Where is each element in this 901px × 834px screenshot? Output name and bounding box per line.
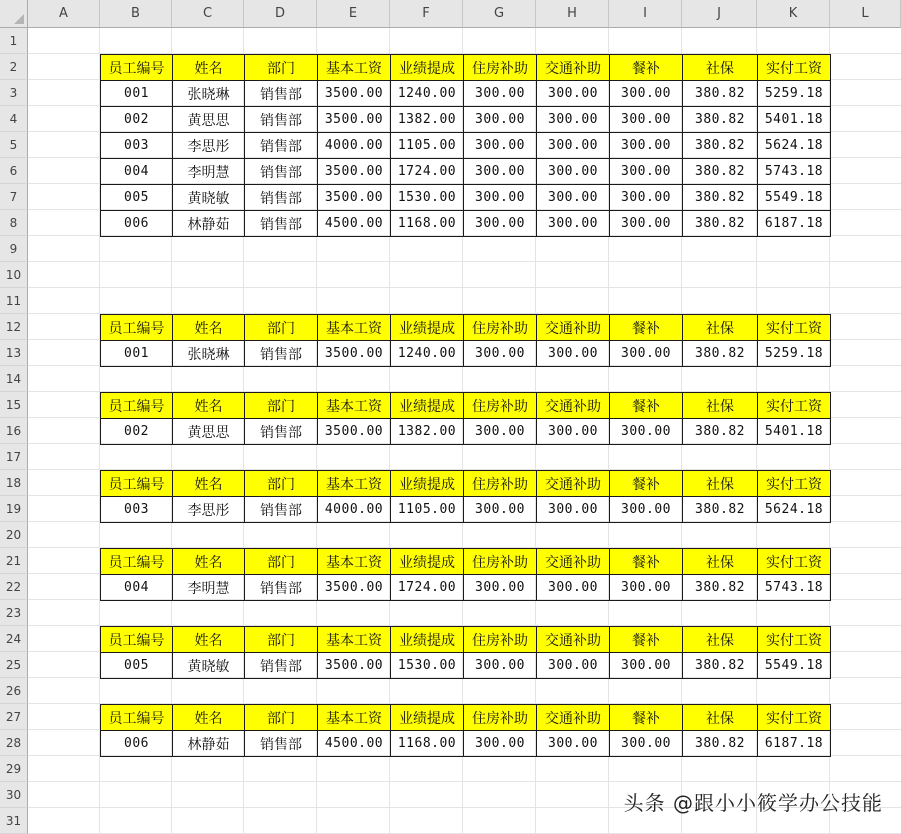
data-cell[interactable]: 300.00 [536, 106, 610, 133]
data-cell[interactable]: 5549.18 [757, 652, 831, 679]
data-cell[interactable]: 1168.00 [390, 210, 464, 237]
data-cell[interactable]: 1530.00 [390, 184, 464, 211]
data-cell[interactable]: 黄晓敏 [172, 184, 245, 211]
row-header-19[interactable]: 19 [0, 496, 28, 522]
gridline-horizontal [28, 287, 901, 288]
row-header-4[interactable]: 4 [0, 106, 28, 132]
header-cell[interactable]: 社保 [682, 704, 758, 731]
data-cell[interactable]: 1105.00 [390, 132, 464, 159]
data-cell[interactable]: 300.00 [463, 80, 537, 107]
data-cell[interactable]: 5259.18 [757, 340, 831, 367]
header-cell[interactable]: 交通补助 [536, 54, 610, 81]
row-header-30[interactable]: 30 [0, 782, 28, 808]
header-cell[interactable]: 实付工资 [757, 392, 831, 419]
header-cell[interactable]: 餐补 [609, 704, 683, 731]
header-cell[interactable]: 餐补 [609, 470, 683, 497]
data-cell[interactable]: 1724.00 [390, 574, 464, 601]
header-cell[interactable]: 姓名 [172, 54, 245, 81]
header-cell[interactable]: 餐补 [609, 392, 683, 419]
header-cell[interactable]: 住房补助 [463, 704, 537, 731]
row-header-3[interactable]: 3 [0, 80, 28, 106]
data-cell[interactable]: 006 [100, 730, 173, 757]
header-cell[interactable]: 员工编号 [100, 626, 173, 653]
data-cell[interactable]: 300.00 [609, 496, 683, 523]
data-cell[interactable]: 001 [100, 340, 173, 367]
row-header-26[interactable]: 26 [0, 678, 28, 704]
data-cell[interactable]: 5549.18 [757, 184, 831, 211]
header-cell[interactable]: 业绩提成 [390, 392, 464, 419]
header-cell[interactable]: 住房补助 [463, 392, 537, 419]
header-cell[interactable]: 部门 [244, 392, 318, 419]
data-cell[interactable]: 380.82 [682, 418, 758, 445]
row-header-10[interactable]: 10 [0, 262, 28, 288]
data-cell[interactable]: 6187.18 [757, 210, 831, 237]
header-cell[interactable]: 住房补助 [463, 470, 537, 497]
header-cell[interactable]: 社保 [682, 392, 758, 419]
data-cell[interactable]: 5743.18 [757, 574, 831, 601]
header-cell[interactable]: 部门 [244, 470, 318, 497]
data-cell[interactable]: 李思彤 [172, 496, 245, 523]
data-cell[interactable]: 5401.18 [757, 418, 831, 445]
data-cell[interactable]: 300.00 [609, 730, 683, 757]
data-cell[interactable]: 002 [100, 418, 173, 445]
header-cell[interactable]: 员工编号 [100, 470, 173, 497]
data-cell[interactable]: 380.82 [682, 158, 758, 185]
header-cell[interactable]: 餐补 [609, 548, 683, 575]
header-cell[interactable]: 部门 [244, 314, 318, 341]
header-cell[interactable]: 业绩提成 [390, 470, 464, 497]
gridline-horizontal [28, 261, 901, 262]
data-cell[interactable]: 005 [100, 184, 173, 211]
header-cell[interactable]: 员工编号 [100, 54, 173, 81]
data-cell[interactable]: 销售部 [244, 80, 318, 107]
row-header-28[interactable]: 28 [0, 730, 28, 756]
header-cell[interactable]: 姓名 [172, 470, 245, 497]
header-cell[interactable]: 社保 [682, 54, 758, 81]
column-header-d[interactable]: D [244, 0, 317, 28]
row-header-5[interactable]: 5 [0, 132, 28, 158]
data-cell[interactable]: 李明慧 [172, 158, 245, 185]
header-cell[interactable]: 基本工资 [317, 392, 391, 419]
header-cell[interactable]: 交通补助 [536, 314, 610, 341]
data-cell[interactable]: 300.00 [609, 184, 683, 211]
data-cell[interactable]: 003 [100, 496, 173, 523]
column-header-h[interactable]: H [536, 0, 609, 28]
row-header-18[interactable]: 18 [0, 470, 28, 496]
header-cell[interactable]: 实付工资 [757, 314, 831, 341]
row-header-25[interactable]: 25 [0, 652, 28, 678]
data-cell[interactable]: 黄晓敏 [172, 652, 245, 679]
header-cell[interactable]: 交通补助 [536, 704, 610, 731]
data-cell[interactable]: 300.00 [609, 652, 683, 679]
header-cell[interactable]: 部门 [244, 704, 318, 731]
data-cell[interactable]: 销售部 [244, 132, 318, 159]
header-cell[interactable]: 社保 [682, 470, 758, 497]
header-cell[interactable]: 住房补助 [463, 314, 537, 341]
data-cell[interactable]: 5743.18 [757, 158, 831, 185]
header-cell[interactable]: 交通补助 [536, 392, 610, 419]
data-cell[interactable]: 380.82 [682, 574, 758, 601]
row-header-2[interactable]: 2 [0, 54, 28, 80]
row-header-21[interactable]: 21 [0, 548, 28, 574]
column-header-b[interactable]: B [100, 0, 172, 28]
header-cell[interactable]: 实付工资 [757, 704, 831, 731]
data-cell[interactable]: 001 [100, 80, 173, 107]
data-cell[interactable]: 1530.00 [390, 652, 464, 679]
data-cell[interactable]: 300.00 [609, 158, 683, 185]
data-cell[interactable]: 380.82 [682, 80, 758, 107]
column-header-e[interactable]: E [317, 0, 390, 28]
row-header-22[interactable]: 22 [0, 574, 28, 600]
data-cell[interactable]: 黄思思 [172, 106, 245, 133]
data-cell[interactable]: 300.00 [463, 418, 537, 445]
data-cell[interactable]: 300.00 [609, 210, 683, 237]
data-cell[interactable]: 300.00 [463, 184, 537, 211]
row-header-20[interactable]: 20 [0, 522, 28, 548]
data-cell[interactable]: 销售部 [244, 340, 318, 367]
data-cell[interactable]: 林静茹 [172, 210, 245, 237]
data-cell[interactable]: 380.82 [682, 106, 758, 133]
data-cell[interactable]: 300.00 [536, 210, 610, 237]
data-cell[interactable]: 300.00 [609, 132, 683, 159]
header-cell[interactable]: 交通补助 [536, 548, 610, 575]
data-cell[interactable]: 张晓琳 [172, 80, 245, 107]
row-header-23[interactable]: 23 [0, 600, 28, 626]
header-cell[interactable]: 实付工资 [757, 54, 831, 81]
header-cell[interactable]: 餐补 [609, 626, 683, 653]
data-cell[interactable]: 5259.18 [757, 80, 831, 107]
data-cell[interactable]: 1105.00 [390, 496, 464, 523]
data-cell[interactable]: 006 [100, 210, 173, 237]
header-cell[interactable]: 业绩提成 [390, 704, 464, 731]
data-cell[interactable]: 380.82 [682, 210, 758, 237]
data-cell[interactable]: 380.82 [682, 184, 758, 211]
gridline-horizontal [28, 781, 901, 782]
column-header-g[interactable]: G [463, 0, 536, 28]
data-cell[interactable]: 3500.00 [317, 340, 391, 367]
header-cell[interactable]: 住房补助 [463, 54, 537, 81]
data-cell[interactable]: 销售部 [244, 210, 318, 237]
row-header-12[interactable]: 12 [0, 314, 28, 340]
data-cell[interactable]: 销售部 [244, 574, 318, 601]
header-cell[interactable]: 姓名 [172, 626, 245, 653]
data-cell[interactable]: 380.82 [682, 132, 758, 159]
row-header-31[interactable]: 31 [0, 808, 28, 834]
data-cell[interactable]: 380.82 [682, 730, 758, 757]
data-cell[interactable]: 004 [100, 574, 173, 601]
header-cell[interactable]: 部门 [244, 54, 318, 81]
data-cell[interactable]: 3500.00 [317, 418, 391, 445]
header-cell[interactable]: 基本工资 [317, 626, 391, 653]
column-header-c[interactable]: C [172, 0, 244, 28]
data-cell[interactable]: 300.00 [463, 340, 537, 367]
data-cell[interactable]: 380.82 [682, 340, 758, 367]
data-cell[interactable]: 300.00 [463, 574, 537, 601]
header-cell[interactable]: 员工编号 [100, 314, 173, 341]
data-cell[interactable]: 300.00 [536, 652, 610, 679]
header-cell[interactable]: 餐补 [609, 314, 683, 341]
row-header-15[interactable]: 15 [0, 392, 28, 418]
column-header-l[interactable]: L [830, 0, 901, 28]
data-cell[interactable]: 300.00 [536, 340, 610, 367]
header-cell[interactable]: 姓名 [172, 704, 245, 731]
data-cell[interactable]: 300.00 [463, 106, 537, 133]
data-cell[interactable]: 300.00 [536, 80, 610, 107]
header-cell[interactable]: 社保 [682, 548, 758, 575]
header-cell[interactable]: 业绩提成 [390, 548, 464, 575]
data-cell[interactable]: 380.82 [682, 652, 758, 679]
header-cell[interactable]: 住房补助 [463, 548, 537, 575]
header-cell[interactable]: 餐补 [609, 54, 683, 81]
header-cell[interactable]: 姓名 [172, 392, 245, 419]
data-cell[interactable]: 3500.00 [317, 106, 391, 133]
data-cell[interactable]: 1382.00 [390, 106, 464, 133]
header-cell[interactable]: 基本工资 [317, 548, 391, 575]
header-cell[interactable]: 姓名 [172, 548, 245, 575]
row-header-27[interactable]: 27 [0, 704, 28, 730]
data-cell[interactable]: 005 [100, 652, 173, 679]
data-cell[interactable]: 300.00 [463, 158, 537, 185]
header-cell[interactable]: 社保 [682, 626, 758, 653]
data-cell[interactable]: 300.00 [609, 418, 683, 445]
data-cell[interactable]: 4500.00 [317, 210, 391, 237]
data-cell[interactable]: 销售部 [244, 730, 318, 757]
data-cell[interactable]: 300.00 [536, 574, 610, 601]
data-cell[interactable]: 销售部 [244, 158, 318, 185]
data-cell[interactable]: 300.00 [463, 652, 537, 679]
column-header-i[interactable]: I [609, 0, 682, 28]
data-cell[interactable]: 380.82 [682, 496, 758, 523]
row-header-16[interactable]: 16 [0, 418, 28, 444]
row-header-17[interactable]: 17 [0, 444, 28, 470]
data-cell[interactable]: 3500.00 [317, 158, 391, 185]
column-header-k[interactable]: K [757, 0, 830, 28]
column-header-j[interactable]: J [682, 0, 757, 28]
header-cell[interactable]: 基本工资 [317, 470, 391, 497]
data-cell[interactable]: 5401.18 [757, 106, 831, 133]
row-header-29[interactable]: 29 [0, 756, 28, 782]
row-header-24[interactable]: 24 [0, 626, 28, 652]
header-cell[interactable]: 基本工资 [317, 314, 391, 341]
watermark: 头条 @跟小小筱学办公技能 [623, 791, 883, 815]
data-cell[interactable]: 3500.00 [317, 184, 391, 211]
data-cell[interactable]: 3500.00 [317, 652, 391, 679]
data-cell[interactable]: 300.00 [536, 184, 610, 211]
data-cell[interactable]: 1382.00 [390, 418, 464, 445]
header-cell[interactable]: 实付工资 [757, 470, 831, 497]
data-cell[interactable]: 6187.18 [757, 730, 831, 757]
data-cell[interactable]: 300.00 [463, 496, 537, 523]
data-cell[interactable]: 300.00 [536, 418, 610, 445]
data-cell[interactable]: 300.00 [536, 132, 610, 159]
header-cell[interactable]: 业绩提成 [390, 314, 464, 341]
header-cell[interactable]: 社保 [682, 314, 758, 341]
header-cell[interactable]: 姓名 [172, 314, 245, 341]
data-cell[interactable]: 300.00 [463, 210, 537, 237]
row-header-9[interactable]: 9 [0, 236, 28, 262]
data-cell[interactable]: 张晓琳 [172, 340, 245, 367]
header-cell[interactable]: 业绩提成 [390, 54, 464, 81]
data-cell[interactable]: 1724.00 [390, 158, 464, 185]
header-cell[interactable]: 部门 [244, 548, 318, 575]
row-header-1[interactable]: 1 [0, 28, 28, 54]
data-cell[interactable]: 300.00 [536, 158, 610, 185]
data-cell[interactable]: 黄思思 [172, 418, 245, 445]
header-cell[interactable]: 员工编号 [100, 704, 173, 731]
row-header-11[interactable]: 11 [0, 288, 28, 314]
header-cell[interactable]: 实付工资 [757, 626, 831, 653]
data-cell[interactable]: 李思彤 [172, 132, 245, 159]
data-cell[interactable]: 300.00 [536, 730, 610, 757]
data-cell[interactable]: 李明慧 [172, 574, 245, 601]
data-cell[interactable]: 销售部 [244, 418, 318, 445]
header-cell[interactable]: 实付工资 [757, 548, 831, 575]
header-cell[interactable]: 基本工资 [317, 704, 391, 731]
data-cell[interactable]: 5624.18 [757, 132, 831, 159]
row-header-8[interactable]: 8 [0, 210, 28, 236]
row-header-6[interactable]: 6 [0, 158, 28, 184]
data-cell[interactable]: 销售部 [244, 184, 318, 211]
data-cell[interactable]: 300.00 [463, 730, 537, 757]
data-cell[interactable]: 3500.00 [317, 80, 391, 107]
data-cell[interactable]: 300.00 [609, 80, 683, 107]
data-cell[interactable]: 林静茹 [172, 730, 245, 757]
data-cell[interactable]: 004 [100, 158, 173, 185]
row-header-14[interactable]: 14 [0, 366, 28, 392]
header-cell[interactable]: 业绩提成 [390, 626, 464, 653]
data-cell[interactable]: 003 [100, 132, 173, 159]
data-cell[interactable]: 3500.00 [317, 574, 391, 601]
data-cell[interactable]: 销售部 [244, 496, 318, 523]
data-cell[interactable]: 300.00 [609, 340, 683, 367]
row-header-7[interactable]: 7 [0, 184, 28, 210]
header-cell[interactable]: 基本工资 [317, 54, 391, 81]
data-cell[interactable]: 1168.00 [390, 730, 464, 757]
header-cell[interactable]: 交通补助 [536, 626, 610, 653]
column-header-a[interactable]: A [28, 0, 100, 28]
data-cell[interactable]: 4500.00 [317, 730, 391, 757]
data-cell[interactable]: 5624.18 [757, 496, 831, 523]
data-cell[interactable]: 300.00 [609, 574, 683, 601]
header-cell[interactable]: 住房补助 [463, 626, 537, 653]
header-cell[interactable]: 员工编号 [100, 548, 173, 575]
data-cell[interactable]: 1240.00 [390, 80, 464, 107]
header-cell[interactable]: 交通补助 [536, 470, 610, 497]
data-cell[interactable]: 销售部 [244, 106, 318, 133]
data-cell[interactable]: 300.00 [463, 132, 537, 159]
column-header-f[interactable]: F [390, 0, 463, 28]
header-cell[interactable]: 部门 [244, 626, 318, 653]
data-cell[interactable]: 1240.00 [390, 340, 464, 367]
data-cell[interactable]: 002 [100, 106, 173, 133]
data-cell[interactable]: 300.00 [609, 106, 683, 133]
header-cell[interactable]: 员工编号 [100, 392, 173, 419]
data-cell[interactable]: 4000.00 [317, 132, 391, 159]
row-header-13[interactable]: 13 [0, 340, 28, 366]
data-cell[interactable]: 销售部 [244, 652, 318, 679]
select-all-corner[interactable] [0, 0, 28, 28]
data-cell[interactable]: 4000.00 [317, 496, 391, 523]
data-cell[interactable]: 300.00 [536, 496, 610, 523]
